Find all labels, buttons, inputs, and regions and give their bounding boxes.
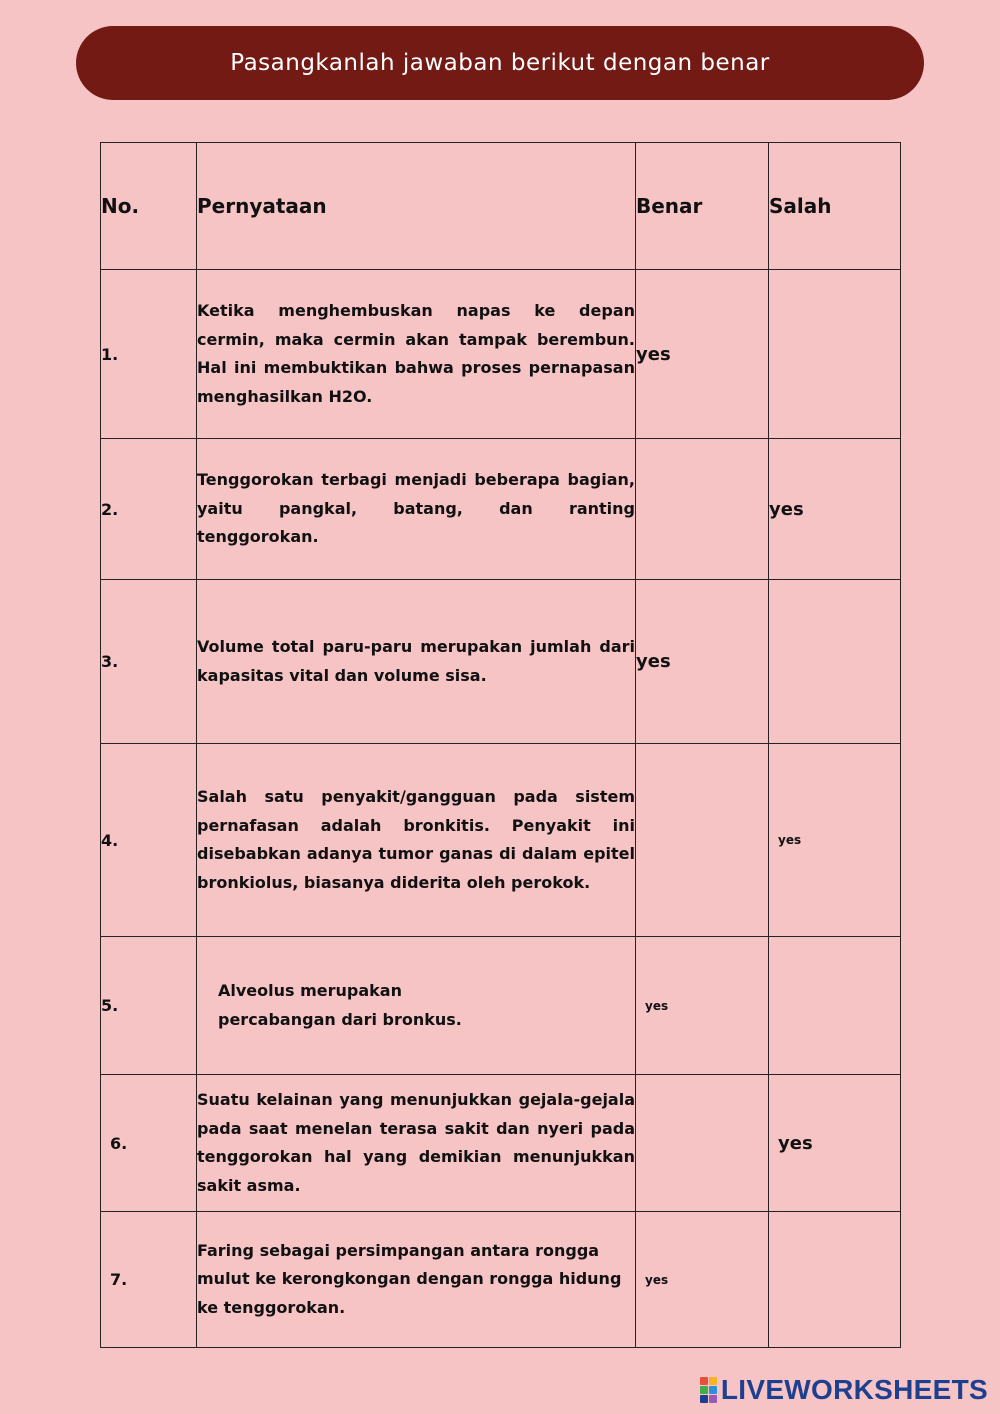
salah-answer[interactable]: yes — [769, 1075, 901, 1212]
logo-square — [700, 1386, 708, 1394]
row-statement: Volume total paru-paru merupakan jumlah dari kapasitas vital dan volume sisa. — [197, 580, 636, 744]
logo-mark-icon — [700, 1377, 717, 1403]
benar-answer[interactable]: yes — [636, 270, 769, 439]
benar-answer[interactable]: yes — [636, 1212, 769, 1348]
row-number: 3. — [101, 580, 197, 744]
benar-answer[interactable] — [636, 439, 769, 580]
benar-answer[interactable] — [636, 1075, 769, 1212]
logo-square — [709, 1386, 717, 1394]
header-salah: Salah — [769, 143, 901, 270]
liveworksheets-logo[interactable] — [700, 1375, 988, 1405]
salah-answer[interactable] — [769, 580, 901, 744]
header-no: No. — [101, 143, 197, 270]
statement-line: mulut ke kerongkongan dengan rongga hidung — [197, 1269, 622, 1289]
row-number: 1. — [101, 270, 197, 439]
title-banner — [76, 26, 924, 100]
row-number: 7. — [101, 1212, 197, 1348]
table-row — [101, 1212, 901, 1348]
logo-square — [709, 1395, 717, 1403]
header-benar: Benar — [636, 143, 769, 270]
row-statement: Salah satu penyakit/gangguan pada sistem pernafasan adalah bronkitis. Penyakit ini disebabkan adanya tumor ganas di dalam epitel bronkiolus, biasanya diderita oleh perokok. — [197, 744, 636, 937]
answer-table — [100, 142, 901, 1348]
salah-answer[interactable]: yes — [769, 744, 901, 937]
statement-line: Alveolus merupakan — [218, 981, 402, 1000]
row-statement — [197, 1212, 636, 1348]
banner-title: Pasangkanlah jawaban berikut dengan benar — [230, 50, 770, 76]
benar-answer[interactable]: yes — [636, 580, 769, 744]
salah-answer[interactable] — [769, 937, 901, 1075]
row-number: 4. — [101, 744, 197, 937]
salah-answer[interactable] — [769, 270, 901, 439]
table-row — [101, 439, 901, 580]
statement-line: Faring sebagai persimpangan antara rongga — [197, 1240, 600, 1260]
row-number: 2. — [101, 439, 197, 580]
row-statement: Ketika menghembuskan napas ke depan cermin, maka cermin akan tampak berembun. Hal ini membuktikan bahwa proses pernapasan menghasilkan H2O. — [197, 270, 636, 439]
table-row — [101, 744, 901, 937]
benar-answer[interactable] — [636, 744, 769, 937]
row-number: 6. — [101, 1075, 197, 1212]
row-statement: Suatu kelainan yang menunjukkan gejala-gejala pada saat menelan terasa sakit dan nyeri pada tenggorokan hal yang demikian menunjukkan sakit asma. — [197, 1075, 636, 1212]
statement-line: ke tenggorokan. — [197, 1297, 346, 1317]
logo-square — [700, 1395, 708, 1403]
table-row — [101, 270, 901, 439]
table-row — [101, 937, 901, 1075]
table-row — [101, 580, 901, 744]
salah-answer[interactable]: yes — [769, 439, 901, 580]
logo-square — [709, 1377, 717, 1385]
logo-text: LIVEWORKSHEETS — [720, 1374, 988, 1405]
table-row — [101, 1075, 901, 1212]
benar-answer[interactable]: yes — [636, 937, 769, 1075]
salah-answer[interactable] — [769, 1212, 901, 1348]
table-header-row — [101, 143, 901, 270]
header-statement: Pernyataan — [197, 143, 636, 270]
statement-line: percabangan dari bronkus. — [218, 1009, 462, 1029]
row-statement: Tenggorokan terbagi menjadi beberapa bagian, yaitu pangkal, batang, dan ranting tenggorokan. — [197, 439, 636, 580]
row-number: 5. — [101, 937, 197, 1075]
logo-square — [700, 1377, 708, 1385]
row-statement — [197, 937, 636, 1075]
